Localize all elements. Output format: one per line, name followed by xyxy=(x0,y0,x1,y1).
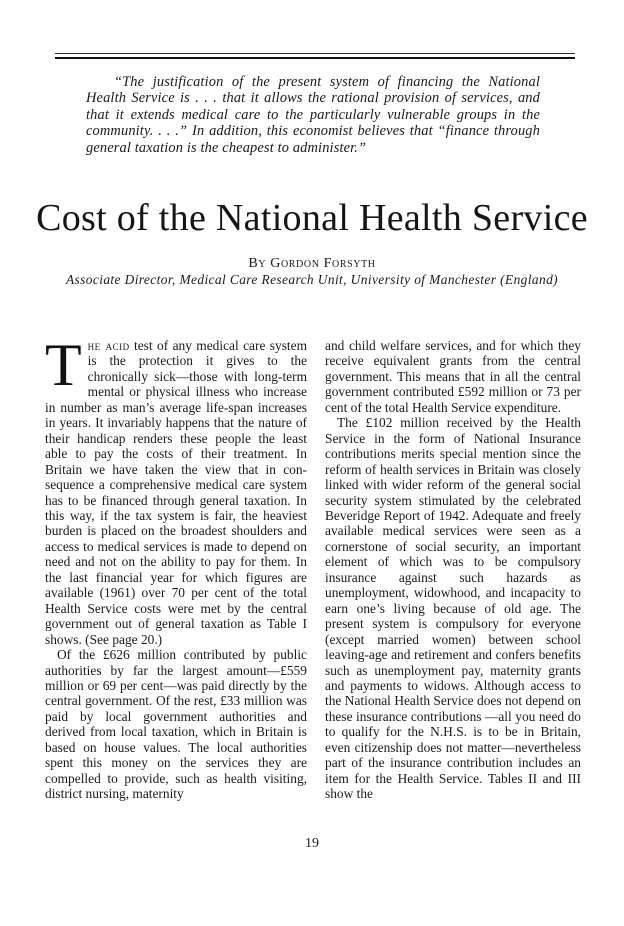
byline-prefix: By xyxy=(248,256,267,271)
paragraph-1 xyxy=(45,332,308,647)
epigraph-quote xyxy=(86,74,540,156)
author-name: Gordon Forsyth xyxy=(270,256,376,271)
page-number: 19 xyxy=(305,836,319,851)
drop-cap: T xyxy=(45,332,82,398)
paragraph-4: The £102 million received by the Health Service in the form of National Insurance contributions merits special mention since the reform of health services in Britain was closely linked with wider reform of the general social security system stimulated by the celebrated Beveridge Report of 1942. Adequate and freely available medical services were seen as a cornerstone of social security, an important element of which was to be compulsory insurance against such hazards as unemployment, widowhood, and incapacity to earn one’s living because of old age. The present system is compulsory for everyone (except married women) between school leaving-age and retirement and confers benefits such as unemployment pay, maternity grants and payments to widows. Although access to the National Health Service does not depend on these insurance contributions —all you need do to qualify for the N.H.S. is to be in Britain, even citizenship does not matter—nevertheless part of the insurance contribution includes an item for the Health Service. Tables II and III show the xyxy=(325,415,581,802)
paragraph-3: and child welfare services, and for which they receive equivalent grants from the central government. This means that in all the central government contributed £592 million or 73 per cent of the total Health Service expenditure. xyxy=(325,338,581,415)
header-rule-thin xyxy=(55,53,575,54)
byline xyxy=(0,255,624,273)
header-rule-thick xyxy=(55,57,575,59)
lead-in-smallcaps: he acid xyxy=(87,338,130,353)
body-column-left xyxy=(45,332,308,802)
article-title: Cost of the National Health Service xyxy=(36,197,588,239)
author-affiliation xyxy=(0,272,624,287)
body-column-right xyxy=(325,338,581,802)
epigraph-text: “The justification of the present system of financing the National Health Service is . . . that it allows the rational provision of services, and that it extends medical care to the particularly vulnerable groups in the community. . . .” In addition, this economist believes that “finance through general taxation is the cheapest to administer.” xyxy=(86,74,540,156)
paragraph-1-text: test of any medical care system is the protection it gives to the chronically sick—those with long-term mental or physical illness who increase in number as man’s average life-span increases in years. It invariably happens that the nature of their handicap renders these people the least able to pay the costs of their treatment. In Britain we have taken the view that in consequence a comprehensive medical care system has to be financed through general taxation. In this way, if the tax system is fair, the heaviest burden is placed on the broadest shoulders and access to medical services is made to depend on need and not on the ability to pay for them. In the last financial year for which figures are available (1961) over 70 per cent of the total Health Service costs were met by the central government out of general taxation as Table I shows. (See page 20.) xyxy=(45,338,308,647)
affiliation-text: Associate Director, Medical Care Research Unit, University of Manchester (England) xyxy=(65,272,559,287)
paragraph-2: Of the £626 million contributed by public authorities by far the largest amount—£559 million or 69 per cent—was paid directly by the central government. Of the rest, £33 million was paid by local government authorities and derived from local taxation, which in Britain is based on house values. The local authorities spent this money on the services they are compelled to provide, such as health visiting, district nursing, maternity xyxy=(45,647,307,802)
